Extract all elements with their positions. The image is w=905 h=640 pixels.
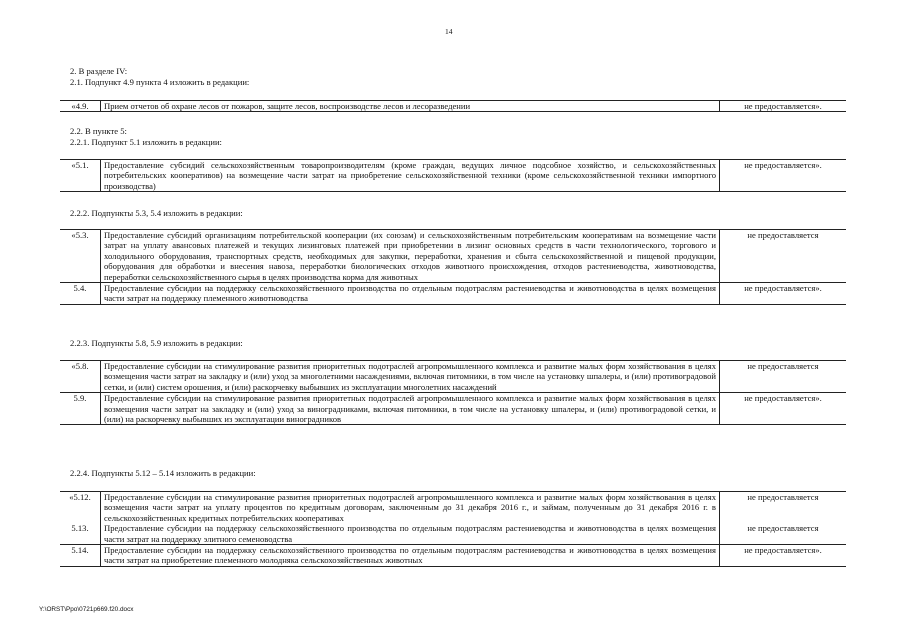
- row-number: «5.1.: [60, 160, 101, 192]
- row-number: «5.8.: [60, 361, 101, 393]
- section-heading: 2. В разделе IV:: [70, 66, 128, 76]
- table-row: [60, 393, 846, 425]
- row-status: не предоставляется».: [720, 545, 847, 567]
- row-text: Предоставление субсидии на стимулирование развития приоритетных подотраслей агропромышленного комплекса и развитие малых форм хозяйствования в целях возмещения части затрат на закладку и (или) уход за виноградниками, включая питомники, в том числе на установку шпалеры, и (или) противоградовой сетки, и (или) на раскорчевку выбывших из эксплуатации виноградников: [101, 393, 720, 425]
- table-row: [60, 283, 846, 305]
- row-status: не предоставляется: [720, 230, 847, 283]
- row-status: не предоставляется: [720, 361, 847, 393]
- row-text: Предоставление субсидии на поддержку сельскохозяйственного производства по отдельным подотраслям растениеводства и животноводства в целях возмещения части затрат на поддержку элитного семеноводства: [101, 523, 720, 544]
- row-number: «5.3.: [60, 230, 101, 283]
- row-status: не предоставляется: [747, 523, 819, 534]
- table-5-1: [60, 159, 846, 192]
- subsection-heading: 2.2.4. Подпункты 5.12 – 5.14 изложить в редакции:: [70, 468, 256, 478]
- row-text: Предоставление субсидии на стимулирование развития приоритетных подотраслей агропромышленного комплекса и развитие малых форм хозяйствования в целях возмещения части затрат на уплату процентов по кредитным договорам, заключенным до 31 декабря 2016 г., и займам, полученным до 31 декабря 2016 г. в сельскохозяйственных кредитных потребительских кооперативах: [101, 492, 720, 524]
- table-row: [60, 101, 846, 112]
- table-5-12-5-14: [60, 491, 846, 567]
- row-text: Предоставление субсидий сельскохозяйственным товаропроизводителям (кроме граждан, ведущих личное подсобное хозяйство, и сельскохозяйственных потребительских кооперативов) на возмещение части затрат на приобретение сельскохозяйственной техники (кроме сельскохозяйственной техники импортного производства): [101, 160, 720, 192]
- row-number: «4.9.: [60, 101, 101, 112]
- table-row: [60, 361, 846, 393]
- subsection-heading: 2.2.3. Подпункты 5.8, 5.9 изложить в редакции:: [70, 338, 243, 348]
- file-path-footer: Y:\ORST\Ppo\0721p669.f20.docx: [39, 606, 134, 613]
- table-5-8-5-9: [60, 360, 846, 425]
- row-status: не предоставляется: [720, 492, 847, 524]
- table-row: [60, 523, 846, 544]
- row-status: не предоставляется».: [720, 283, 847, 305]
- row-number: 5.14.: [60, 545, 101, 567]
- row-number: 5.9.: [60, 393, 101, 425]
- row-number: 5.4.: [60, 283, 101, 305]
- table-row: [60, 545, 846, 567]
- subsection-heading: 2.1. Подпункт 4.9 пункта 4 изложить в редакции:: [70, 77, 250, 87]
- row-text: Предоставление субсидии на стимулирование развития приоритетных подотраслей агропромышленного комплекса и развитие малых форм хозяйствования в целях возмещения части затрат на закладку и (или) уход за многолетними насаждениями, включая питомники, в том числе на установку шпалеры, и (или) противоградовой сетки, и (или) систем орошения, и (или) раскорчевку выбывших из эксплуатации многолетних насаждений: [101, 361, 720, 393]
- subsection-heading: 2.2.2. Подпункты 5.3, 5.4 изложить в редакции:: [70, 208, 243, 218]
- page-number: 14: [445, 27, 453, 36]
- row-status: не предоставляется».: [720, 393, 847, 425]
- subsection-heading: 2.2. В пункте 5:: [70, 126, 127, 136]
- table-4-9: [60, 100, 846, 112]
- row-text: Предоставление субсидии на поддержку сельскохозяйственного производства по отдельным подотраслям растениеводства и животноводства в целях возмещения части затрат на приобретение племенного молодняка сельскохозяйственных животных: [101, 545, 720, 567]
- row-status: не предоставляется».: [720, 160, 847, 192]
- row-status: не предоставляется».: [720, 101, 847, 112]
- row-text: Предоставление субсидии на поддержку сельскохозяйственного производства по отдельным подотраслям растениеводства и животноводства в целях возмещения части затрат на поддержку племенного животноводства: [101, 283, 720, 305]
- row-text: Предоставление субсидий организациям потребительской кооперации (их союзам) и сельскохозяйственным потребительским кооперативам на возмещение части затрат на уплату авансовых платежей и текущих лизинговых платежей при приобретении в лизинг основных средств в части технологического, торгового и холодильного оборудования, транспортных средств, необходимых для закупки, переработки, хранения и сбыта сельскохозяйственной и пищевой продукции, оборудования для обработки и внесения навоза, переработки биологических отходов животного происхождения, отходов растениеводства, животноводства, переработки сельскохозяйственного сырья в целях производства корма для животных: [101, 230, 720, 283]
- row-number: «5.12.: [60, 492, 101, 524]
- row-number: 5.13.: [71, 523, 89, 534]
- table-5-3-5-4: [60, 229, 846, 305]
- table-row: [60, 492, 846, 524]
- table-row: [60, 160, 846, 192]
- subsection-heading: 2.2.1. Подпункт 5.1 изложить в редакции:: [70, 137, 222, 147]
- table-row: [60, 230, 846, 283]
- row-text: Прием отчетов об охране лесов от пожаров, защите лесов, воспроизводстве лесов и лесоразведении: [101, 101, 720, 112]
